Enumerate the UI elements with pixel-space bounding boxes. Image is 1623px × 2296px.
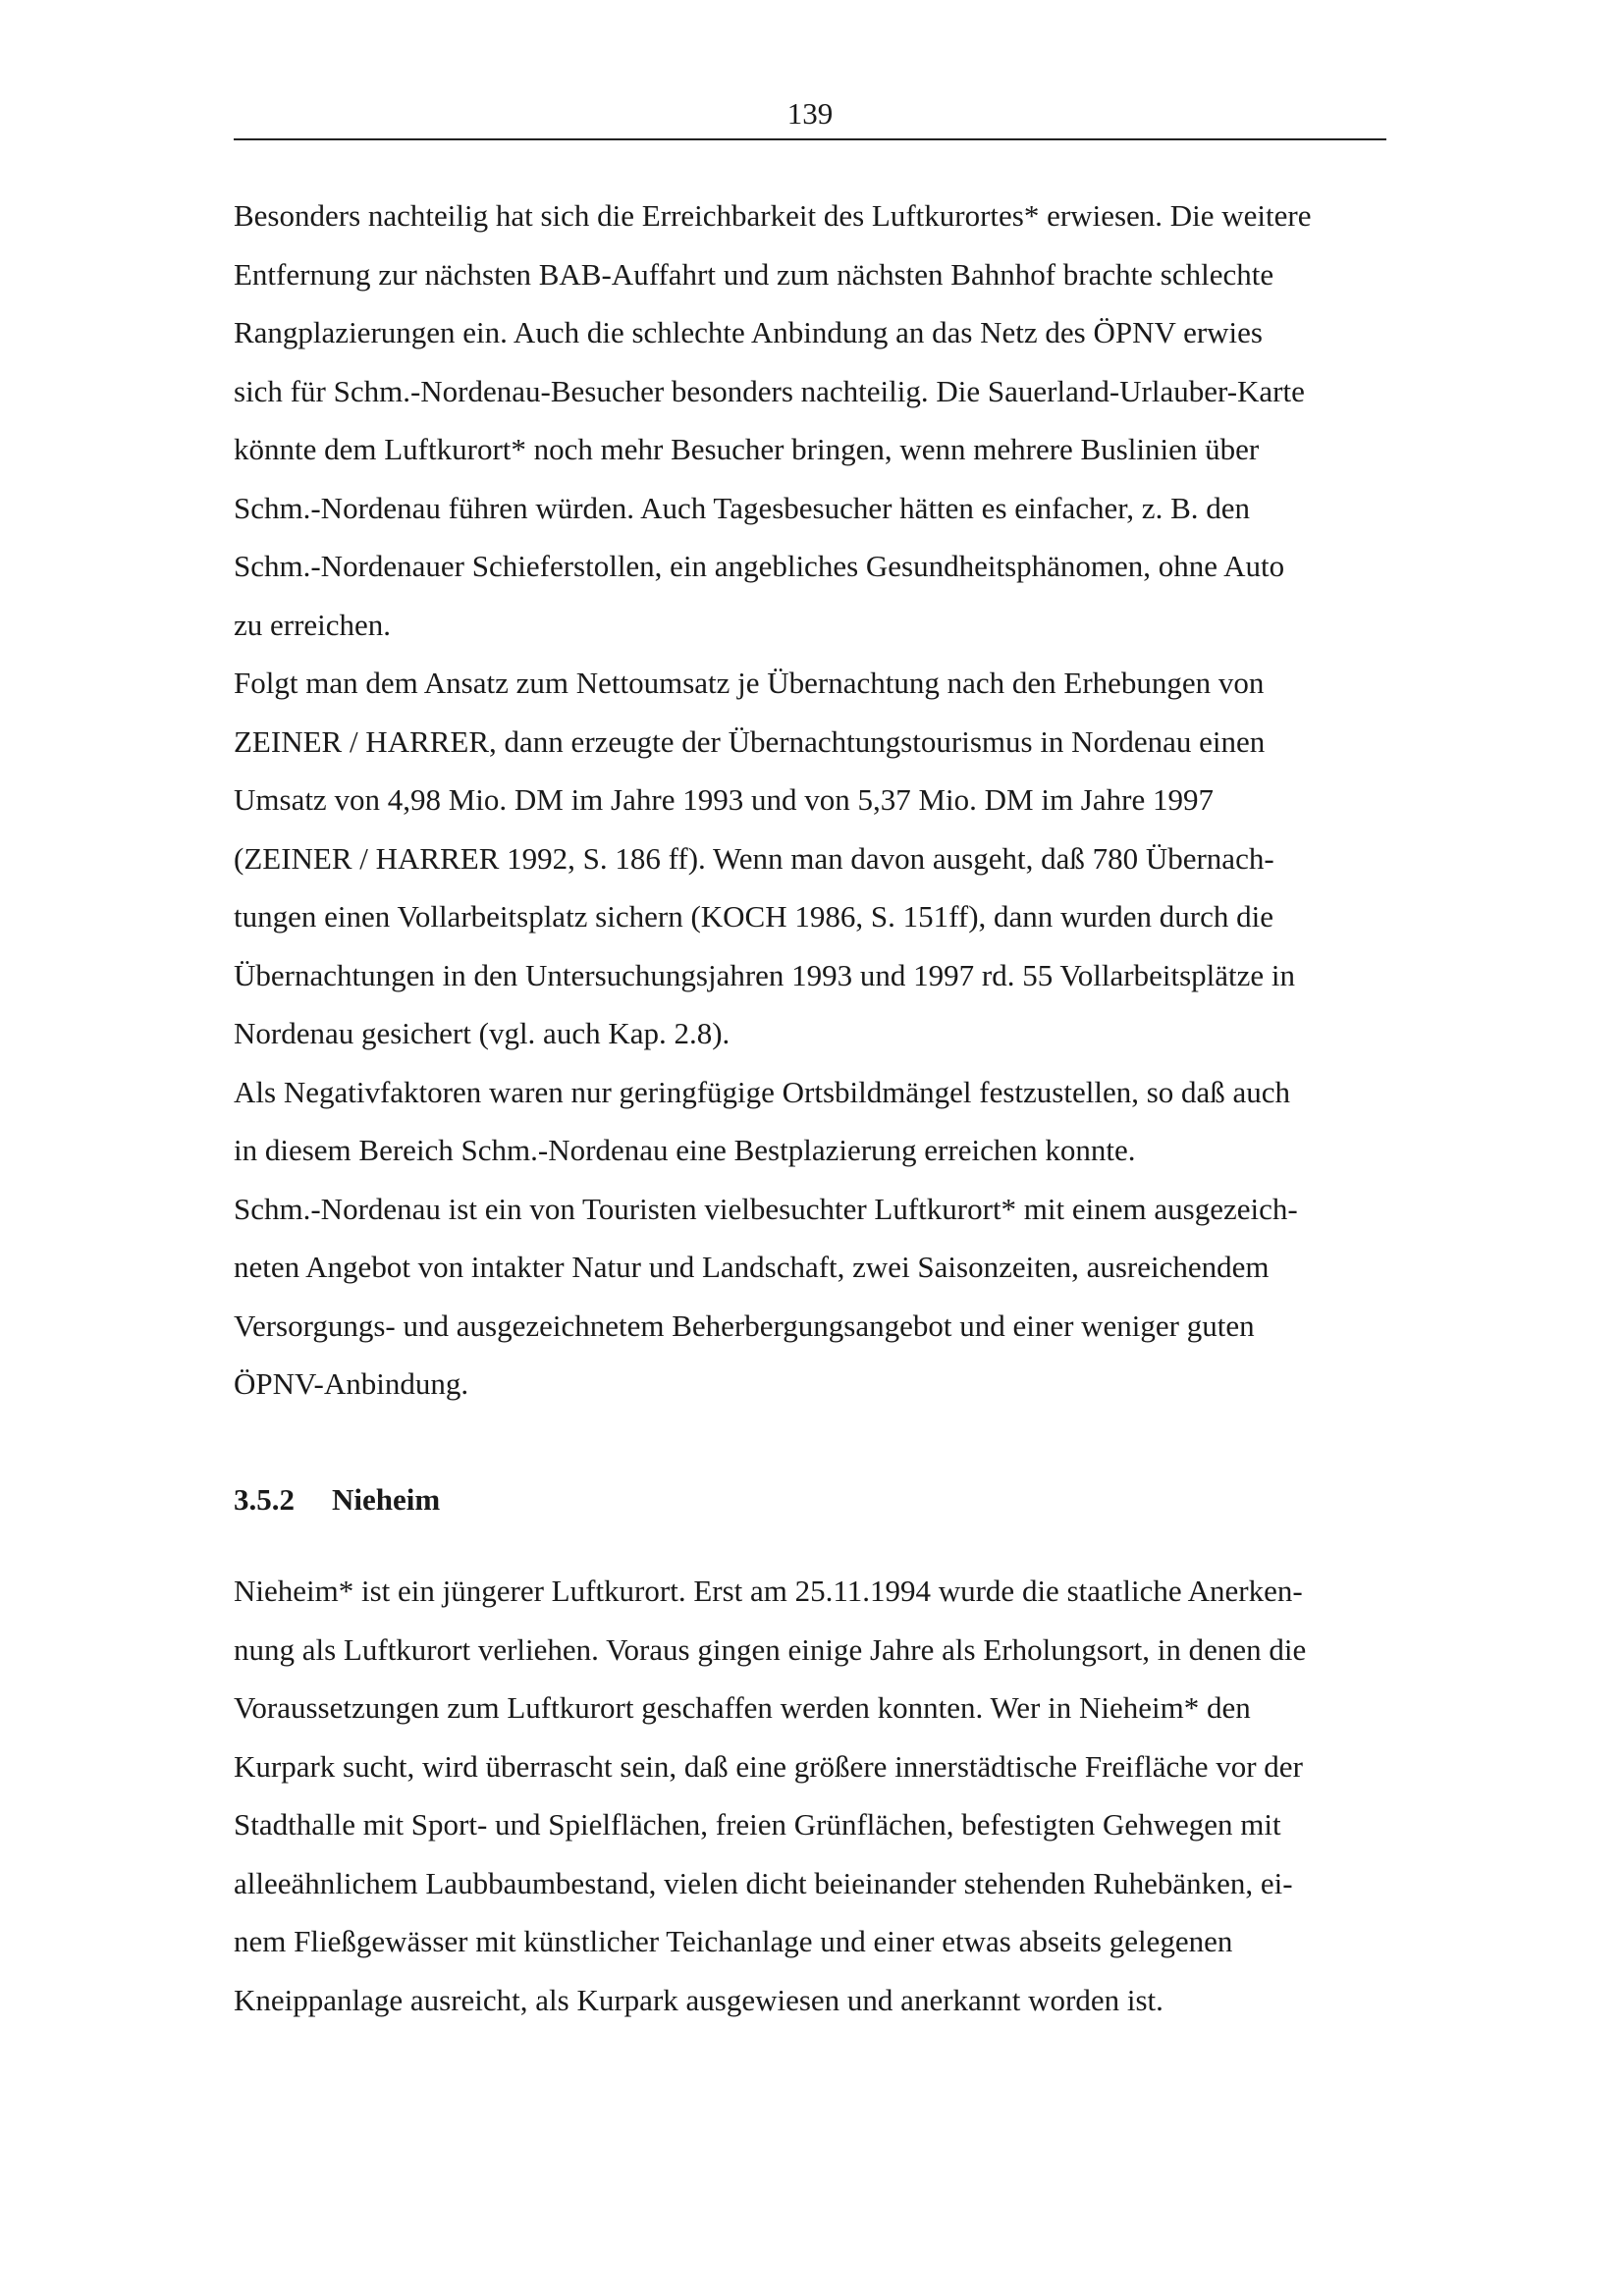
text-line: Voraussetzungen zum Luftkurort geschaffen werden konnten. Wer in Nieheim* den [234,1690,1251,1725]
text-line: alleeähnlichem Laubbaumbestand, vielen dicht beieinander stehenden Ruhebänken, ei- [234,1865,1293,1900]
text-line: Übernachtungen in den Untersuchungsjahren 1993 und 1997 rd. 55 Vollarbeitsplätze in [234,957,1296,992]
text-line: Entfernung zur nächsten BAB-Auffahrt und zum nächsten Bahnhof brachte schlechte [234,256,1274,292]
text-line: Kurpark sucht, wird überrascht sein, daß eine größere innerstädtische Freifläche vor der [234,1748,1303,1784]
body-text-part1 [234,187,1402,1414]
text-line: Folgt man dem Ansatz zum Nettoumsatz je Übernachtung nach den Erhebungen von [234,666,1265,700]
text-line: könnte dem Luftkurort* noch mehr Besucher bringen, wenn mehrere Buslinien über [234,432,1260,466]
text-line: Besonders nachteilig hat sich die Erreichbarkeit des Luftkurortes* erwiesen. Die weitere [234,198,1312,233]
text-line: in diesem Bereich Schm.-Nordenau eine Bestplazierung erreichen konnte. [234,1133,1136,1167]
paragraph [234,654,1402,1063]
section-number: 3.5.2 [234,1482,295,1517]
text-line: ÖPNV-Anbindung. [234,1366,469,1401]
text-line: nem Fließgewässer mit künstlicher Teichanlage und einer etwas abseits gelegenen [234,1924,1233,1958]
header-rule [234,138,1386,140]
text-line: Stadthalle mit Sport- und Spielflächen, freien Grünflächen, befestigten Gehwegen mit [234,1807,1281,1842]
text-line: Schm.-Nordenau führen würden. Auch Tagesbesucher hätten es einfacher, z. B. den [234,490,1251,525]
text-line: ZEINER / HARRER, dann erzeugte der Übernachtungstourismus in Nordenau einen [234,723,1266,759]
text-line: zu erreichen. [234,607,392,642]
paragraph [234,1063,1402,1180]
section-heading [234,1480,440,1520]
text-line: Nieheim* ist ein jüngerer Luftkurort. Erst am 25.11.1994 wurde die staatliche Anerken- [234,1574,1303,1608]
text-line: neten Angebot von intakter Natur und Landschaft, zwei Saisonzeiten, ausreichendem [234,1250,1270,1284]
paragraph [234,1180,1402,1414]
page-number: 139 [786,96,834,131]
text-line: (ZEINER / HARRER 1992, S. 186 ff). Wenn man davon ausgeht, daß 780 Übernach- [234,840,1274,876]
body-text-part2 [234,1562,1402,2029]
section-title: Nieheim [332,1482,441,1517]
text-line: Rangplazierungen ein. Auch die schlechte Anbindung an das Netz des ÖPNV erwies [234,315,1263,349]
text-line: Schm.-Nordenauer Schieferstollen, ein angebliches Gesundheitsphänomen, ohne Auto [234,549,1285,583]
paragraph [234,1562,1402,2029]
text-line: sich für Schm.-Nordenau-Besucher besonders nachteilig. Die Sauerland-Urlauber-Karte [234,373,1305,408]
text-line: Versorgungs- und ausgezeichnetem Beherbergungsangebot und einer weniger guten [234,1308,1255,1343]
text-line: Schm.-Nordenau ist ein von Touristen vielbesuchter Luftkurort* mit einem ausgezeich- [234,1191,1298,1226]
paragraph [234,187,1402,654]
text-line: nung als Luftkurort verliehen. Voraus gingen einige Jahre als Erholungsort, in denen die [234,1631,1307,1667]
page-header [234,94,1386,133]
text-line: Umsatz von 4,98 Mio. DM im Jahre 1993 und von 5,37 Mio. DM im Jahre 1997 [234,782,1214,817]
text-line: tungen einen Vollarbeitsplatz sichern (KOCH 1986, S. 151ff), dann wurden durch die [234,899,1273,934]
text-line: Kneippanlage ausreicht, als Kurpark ausgewiesen und anerkannt worden ist. [234,1982,1163,2017]
text-line: Nordenau gesichert (vgl. auch Kap. 2.8). [234,1016,730,1050]
text-line: Als Negativfaktoren waren nur geringfügige Ortsbildmängel festzustellen, so daß auch [234,1074,1291,1109]
